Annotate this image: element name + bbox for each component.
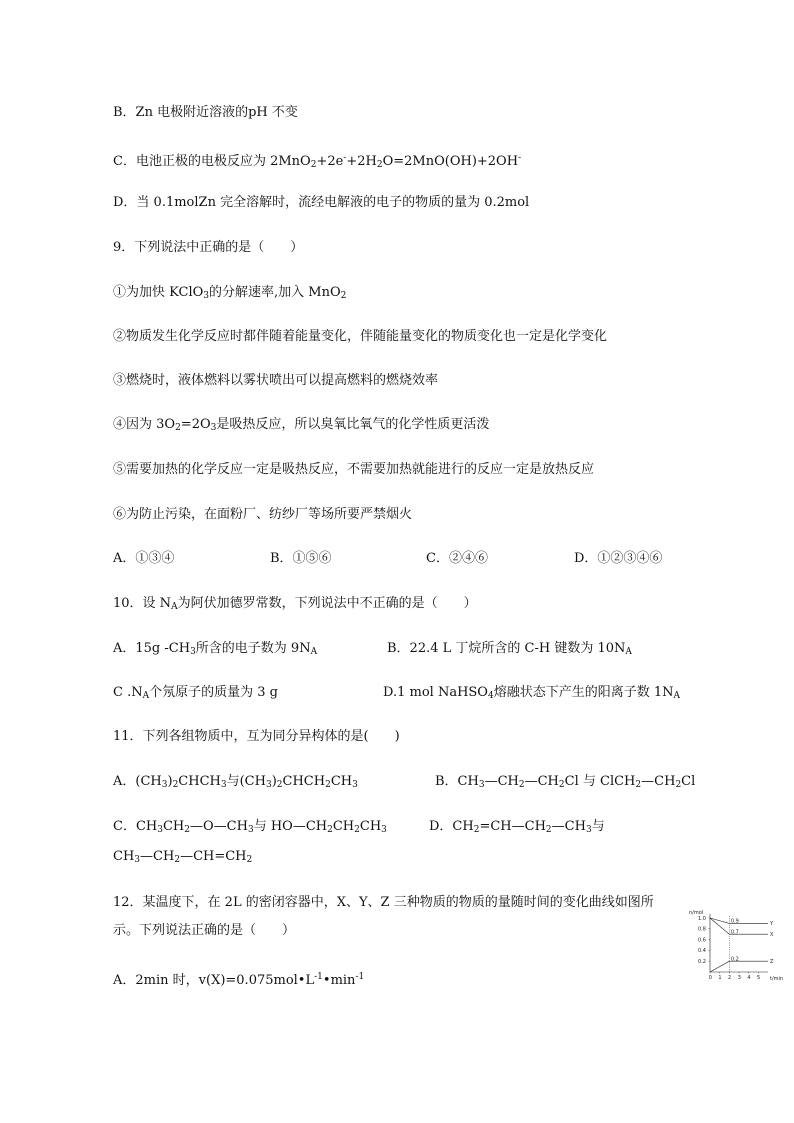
q9-statement-3: ③燃烧时，液体燃料以雾状喷出可以提高燃料的燃烧效率 xyxy=(113,373,439,388)
chart-x-tick-label: 1 xyxy=(718,975,722,981)
q9-option-a: A．①③④ xyxy=(113,551,175,566)
q11-option-d: D．$CH_2=CH—CH_2—CH_3$与 xyxy=(429,819,605,835)
q9-option-c: C．②④⑥ xyxy=(426,551,488,566)
q10-option-b: B．22.4 L 丁烷所含的 C-H 键数为 $10N_A$ xyxy=(387,641,632,657)
chart-series-value-x: 0.7 xyxy=(730,929,739,936)
chart-series-value-z: 0.2 xyxy=(730,956,739,963)
chart-y-tick-label: 0.4 xyxy=(698,948,706,955)
q9-statement-2: ②物质发生化学反应时都伴随着能量变化，伴随能量变化的物质变化也一定是化学变化 xyxy=(113,329,608,344)
q11-option-d-continued: $CH_3—CH_2—CH=CH_2$ xyxy=(113,849,253,865)
q11-stem: 11．下列各组物质中，互为同分异构体的是( ) xyxy=(113,729,400,744)
chart-series-z xyxy=(710,961,768,972)
chart-x-tick-label: 2 xyxy=(728,975,732,981)
q9-statement-5: ⑤需要加热的化学反应一定是吸热反应，不需要加热就能进行的反应一定是放热反应 xyxy=(113,462,595,477)
chart-x-tick-label: 4 xyxy=(747,975,751,981)
chart-y-tick-label: 0.8 xyxy=(698,926,706,933)
q12-stem-line-1: 12．某温度下，在 2L 的密闭容器中，X、Y、Z 三种物质的物质的量随时间的变化曲线如图所 xyxy=(113,895,654,910)
q12-stem-line-2: 示。下列说法正确的是（ ） xyxy=(113,923,296,938)
chart-y-tick-label: 0.2 xyxy=(698,959,706,965)
q9-statement-6: ⑥为防止污染，在面粉厂、纺纱厂等场所要严禁烟火 xyxy=(113,507,413,522)
chart-series-y xyxy=(710,918,768,923)
q9-option-d: D．①②③④⑥ xyxy=(574,551,663,566)
chart-series-label-y: Y xyxy=(770,921,774,928)
q8-option-c: C．电池正极的电极反应为 $2MnO_2+2e^-+2H_2O=2MnO(OH)+2OH^-$ xyxy=(113,153,522,170)
q12-option-a: A．2min 时，$v(X)=0.075mol•L^{-1}•\min^{-1}$ xyxy=(113,972,365,988)
q11-option-b: B．$CH_3—CH_2—CH_2Cl$ 与 $ClCH_2—CH_2Cl$ xyxy=(435,774,696,790)
chart-series-label-x: X xyxy=(770,932,774,938)
chart-x-tick-label: 5 xyxy=(757,975,761,981)
chart-ylabel: n/mol xyxy=(689,910,704,916)
q11-option-a: A．$(CH_3)_2CHCH_3$与$(CH_3)_2CHCH_2CH_3$ xyxy=(113,774,358,790)
amount-time-chart xyxy=(688,906,788,982)
q10-option-c: C $.N_A$个氖原子的质量为 3 g xyxy=(113,685,278,701)
q9-statement-4: ④因为 $3O_2=2O_3$是吸热反应，所以臭氧比氧气的化学性质更活泼 xyxy=(113,417,490,433)
chart-y-tick-label: 1.0 xyxy=(698,915,706,922)
chart-xlabel: t/min xyxy=(770,976,784,982)
chart-y-tick-label: 0.6 xyxy=(698,937,706,944)
q10-stem: 10．设 $N_A$为阿伏加德罗常数，下列说法中不正确的是（ ） xyxy=(113,596,477,612)
q11-option-c: C．$CH_3CH_2—O—CH_3$与 $HO—CH_2CH_2CH_3$ xyxy=(113,819,387,835)
q10-option-d: D.1 mol NaHSO$_4$熔融状态下产生的阳离子数 $1N_A$ xyxy=(383,685,680,701)
q8-option-b: B．Zn 电极附近溶液的pH 不变 xyxy=(113,105,298,120)
chart-x-tick-label: 3 xyxy=(737,975,741,981)
chart-x-tick-label: 0 xyxy=(708,975,712,981)
q8-option-d: D．当 0.1molZn 完全溶解时，流经电解液的电子的物质的量为 0.2mol xyxy=(113,195,530,210)
chart-series-label-z: Z xyxy=(770,959,774,965)
q9-statement-1: ①为加快 KClO$_3$的分解速率,加入 MnO$_2$ xyxy=(113,285,347,301)
q10-option-a: A．15g $-CH_3$所含的电子数为 $9N_A$ xyxy=(113,641,318,657)
q9-stem: 9．下列说法中正确的是（ ） xyxy=(113,240,304,255)
q9-option-b: B．①⑤⑥ xyxy=(270,551,332,566)
chart-series-value-y: 0.9 xyxy=(730,918,739,925)
